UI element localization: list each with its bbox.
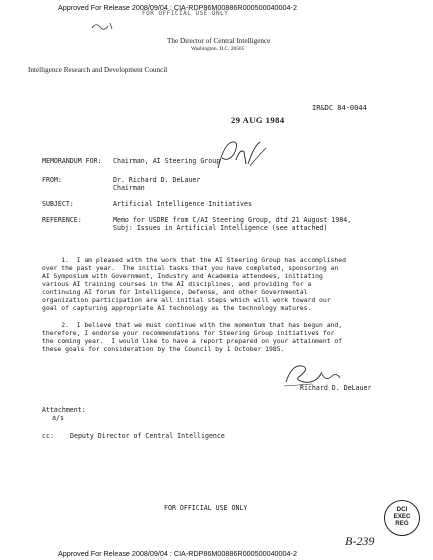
paragraph-1-line: organization participation are all initial steps which will work toward our: [42, 296, 331, 304]
memo-reference-line2: Subj: Issues in Artificial Intelligence (see attached): [113, 224, 328, 232]
memo-for-value: Chairman, AI Steering Group: [113, 157, 221, 165]
paragraph-2-line: 2. I believe that we must continue with the momentum that has begun and,: [42, 321, 343, 329]
cc-value: Deputy Director of Central Intelligence: [70, 432, 225, 440]
paragraph-1-line: AI Symposium with Government, Industry and Academia attendees, initiating: [42, 272, 323, 280]
attachment-label: Attachment:: [42, 406, 86, 414]
approval-banner-bottom: Approved For Release 2008/09/04 : CIA-RDP86M00886R000500040004-2: [58, 549, 297, 558]
memo-from-title: Chairman: [113, 184, 145, 192]
classification-top: FOR OFFICIAL USE ONLY: [142, 10, 229, 17]
memo-subject-value: Artificial Intelligence Initiatives: [113, 200, 252, 208]
memo-reference-label: REFERENCE:: [42, 216, 82, 224]
stamp-line-3: REG: [395, 520, 409, 527]
stamp-line-1: DCI: [396, 506, 408, 513]
council-name: Intelligence Research and Development Council: [28, 66, 168, 74]
handwritten-number: B-239: [345, 534, 375, 548]
memo-reference-line1: Memo for USDRE from C/AI Steering Group, dtd 21 August 1984,: [113, 216, 352, 224]
memo-from-name: Dr. Richard D. DeLauer: [113, 176, 201, 184]
cc-label: cc:: [42, 432, 54, 440]
attachment-value: a/s: [52, 414, 64, 422]
paragraph-1-line: continuing AI forum for Intelligence, Defense, and other Governmental: [42, 288, 308, 296]
date-stamp: 29 AUG 1984: [231, 115, 285, 125]
paragraph-2-line: these goals for consideration by the Council by 1 October 1985.: [42, 345, 285, 353]
memo-for-label: MEMORANDUM FOR:: [42, 157, 102, 165]
memo-from-label: FROM:: [42, 176, 62, 184]
signature-name: Richard D. DeLauer: [300, 384, 372, 392]
handwritten-initials-icon: [210, 138, 268, 172]
approval-banner-top: Approved For Release 2008/09/04 : CIA-RDP86M00886R000500040004-2: [58, 3, 297, 12]
exec-registry-stamp: [384, 500, 420, 536]
classification-bottom: FOR OFFICIAL USE ONLY: [164, 504, 248, 512]
reference-number: IR&DC 84-0044: [312, 104, 367, 112]
letterhead-title: The Director of Central Intelligence: [167, 37, 271, 45]
memo-subject-label: SUBJECT:: [42, 200, 74, 208]
paragraph-2-line: therefore, I endorse your recommendations for Steering Group initiatives for: [42, 329, 335, 337]
paragraph-1-line: various AI training courses in the AI disciplines, and providing for a: [42, 280, 312, 288]
paragraph-1-line: goal of capturing appropriate AI technology as the technology matures.: [42, 304, 312, 312]
handwritten-mark-icon: [90, 20, 120, 34]
paragraph-1-line: over the past year. The initial tasks that you have completed, sponsoring an: [42, 264, 339, 272]
letterhead-address: Washington, D.C. 20505: [191, 46, 245, 52]
paragraph-1-line: 1. I am pleased with the work that the AI Steering Group has accomplished: [42, 256, 346, 264]
paragraph-2-line: the coming year. I would like to have a report prepared on your attainment of: [42, 337, 343, 345]
stamp-line-2: EXEC: [393, 513, 411, 520]
